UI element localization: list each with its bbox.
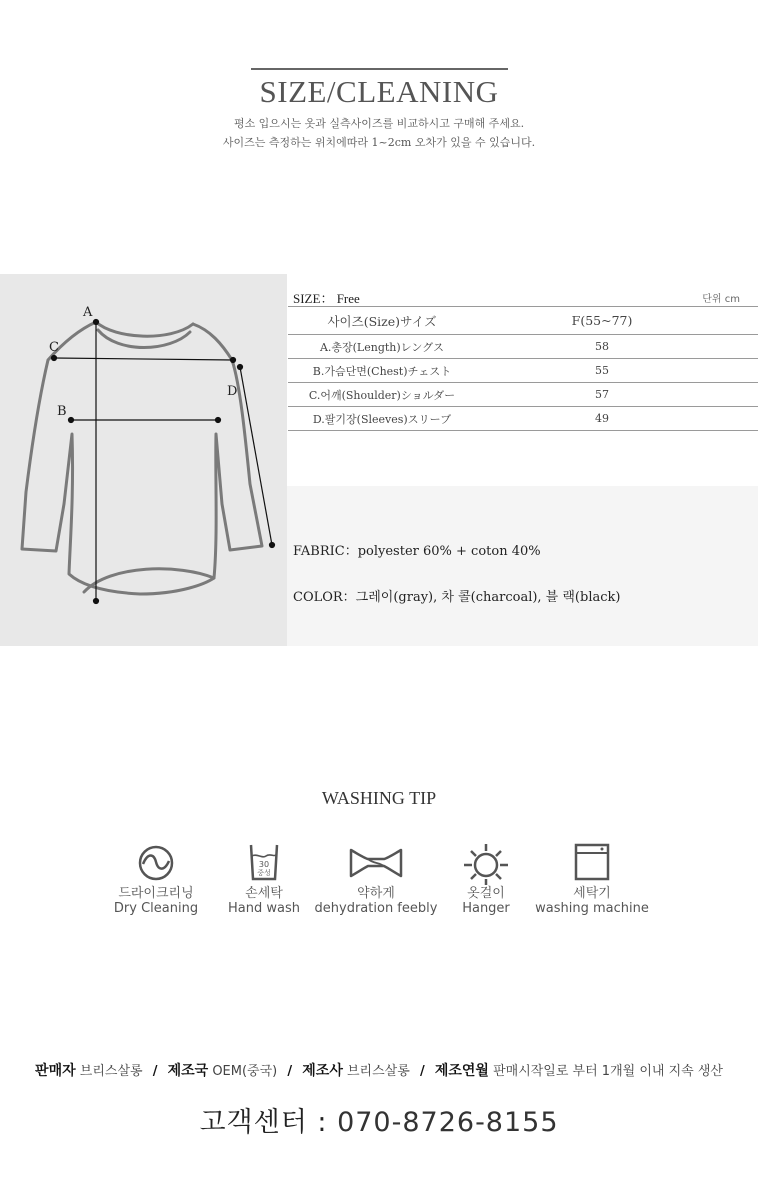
header-divider [251,68,508,70]
row-label: A.총장(Length)レングス [288,335,476,359]
separator: / [152,1064,158,1079]
page-title: SIZE/CLEANING [259,74,499,109]
maker-value: 브리스살롱 [347,1064,410,1079]
label-c: C [49,340,59,355]
seller-value: 브리스살롱 [79,1064,143,1079]
row-label: D.팔기장(Sleeves)スリーブ [288,407,476,431]
customer-center-label: 고객센터 : [199,1107,328,1138]
label-a: A [83,305,93,320]
table-row [288,407,758,431]
size-table-header [288,307,758,335]
sun-icon [462,842,510,886]
wash-label-ko: 옷걸이 [467,886,505,901]
color-text: COLOR：그레이(gray), 차 콜(charcoal), 블 랙(black) [293,590,621,605]
customer-center-phone[interactable]: 070-8726-8155 [337,1107,559,1138]
wash-item-washing-machine [528,842,656,916]
wash-label-en: washing machine [535,901,649,916]
garment-diagram-panel [0,274,287,646]
size-title: SIZE： Free [293,291,360,306]
wring-icon [348,842,404,882]
garment-diagram [0,274,287,646]
customer-center [0,1100,758,1139]
product-info-line [0,1060,758,1080]
country-label: 제조국 [167,1063,209,1079]
table-row [288,359,758,383]
maker-label: 제조사 [302,1063,343,1079]
wash-item-hanger [446,842,526,916]
date-label: 제조연월 [434,1063,489,1079]
table-row [288,335,758,359]
label-d: D [227,384,238,399]
hand-wash-icon [244,842,284,882]
header-note-2: 사이즈는 측정하는 위치에따라 1~2cm 오차가 있을 수 있습니다. [222,136,536,149]
wash-label-en: dehydration feebly [314,901,438,916]
country-value: OEM(중국) [212,1064,278,1079]
separator: / [287,1064,293,1079]
table-row [288,383,758,407]
date-value: 판매시작일로 부터 1개월 이내 지속 생산 [493,1064,723,1079]
fabric-text: FABRIC：polyester 60% + coton 40% [293,544,541,559]
washing-machine-icon [572,842,612,882]
wash-item-hand-wash [222,842,306,916]
tub-detergent: 중성 [257,869,271,877]
seller-label: 판매자 [35,1063,76,1079]
fabric-info-panel [287,486,758,646]
wash-label-ko: 약하게 [357,886,395,901]
row-value: 49 [476,407,758,431]
header-note-1: 평소 입으시는 옷과 실측사이즈를 비교하시고 구매해 주세요. [233,117,525,130]
separator: / [419,1064,425,1079]
column-header-free: F(55~77) [476,307,758,335]
wash-label-ko: 손세탁 [245,886,283,901]
label-b: B [57,404,67,419]
row-value: 55 [476,359,758,383]
column-header-size: 사이즈(Size)サイズ [288,307,476,335]
wash-label-ko: 드라이크리닝 [118,886,194,901]
dry-cleaning-icon [136,842,176,882]
unit-label: 단위 cm [702,294,740,305]
tub-temperature: 30 [258,860,270,869]
washing-tip-title: WASHING TIP [321,788,437,808]
row-value: 57 [476,383,758,407]
row-label: B.가슴단면(Chest)チェスト [288,359,476,383]
wash-item-dry-cleaning [105,842,207,916]
wash-item-dehydration [309,842,443,916]
wash-label-en: Hanger [462,901,510,916]
wash-label-en: Hand wash [228,901,300,916]
row-value: 58 [476,335,758,359]
size-table [288,306,758,431]
wash-label-en: Dry Cleaning [113,901,199,916]
wash-label-ko: 세탁기 [573,886,611,901]
row-label: C.어깨(Shoulder)ショルダー [288,383,476,407]
